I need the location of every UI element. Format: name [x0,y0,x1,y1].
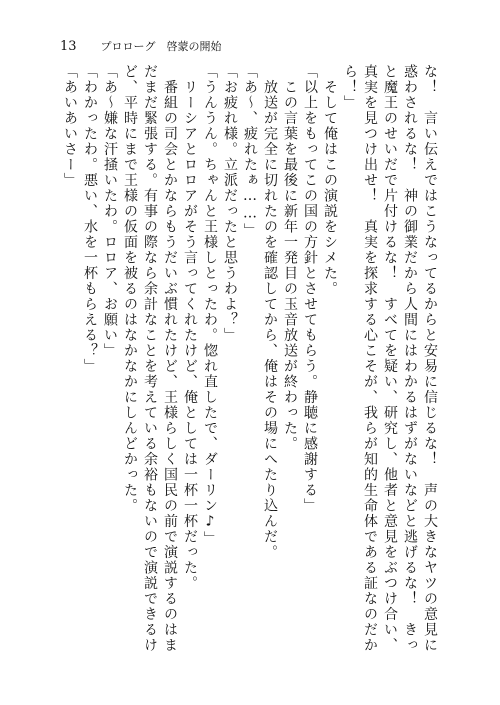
paragraph: な！ 言い伝えではこうなってるからと安易に信じるな！ 声の大きなヤツの意見に惑わされるな！ 神の御業だから人間にはわかるはずがないなどと逃げるな！ きっと魔王のせいだで片付けるな！ すべてを疑い、研究し、他者と意見をぶつけ合い、真実を見つけ出せ！ 真実を探求する心こそが、我らが知的生命体である証なのだから！」 [342,64,438,653]
paragraph: 「わかったわ。悪い、水を一杯もらえる？」 [82,64,98,374]
paragraph: 「あ〜嫌な汗掻いたわ。ロロア、お願い」 [102,64,118,359]
paragraph: 「お疲れ様。立派だったと思うわよ？」 [222,64,238,343]
paragraph: この言葉を最後に新年一発目の玉音放送が終わった。 [282,64,298,452]
paragraph: 「あいあいさー」 [62,64,78,188]
paragraph: リーシアとロロアがそう言ってくれたけど、俺としては一杯一杯だった。 [182,64,198,591]
chapter-title: プロローグ 啓蒙の開始 [100,40,222,53]
page-header [60,38,222,54]
paragraph: 「あ〜、疲れたぁ……」 [242,64,258,239]
body-text [40,64,440,664]
paragraph: そして俺はこの演説をシメた。 [322,64,338,297]
page-number: 13 [60,39,77,54]
paragraph: 「以上をもってこの国の方針とさせてもらう。静聴に感謝する」 [302,64,318,514]
paragraph: 番組の司会とかならもうだいぶ慣れたけど、王様らしく国民の前で演説するのはまだまだ緊張する。有事の際なら余計なことを考えている余裕もないので演説できるけど、平時にまで王様の仮面を被るのはなかなかにしんどかった。 [122,64,178,653]
paragraph: 「うんうん。ちゃんと王様しとったわ。惚れ直したで、ダーリン♪」 [202,64,218,547]
paragraph: 放送が完全に切れたのを確認してから、俺はその場にへたり込んだ。 [262,64,278,560]
